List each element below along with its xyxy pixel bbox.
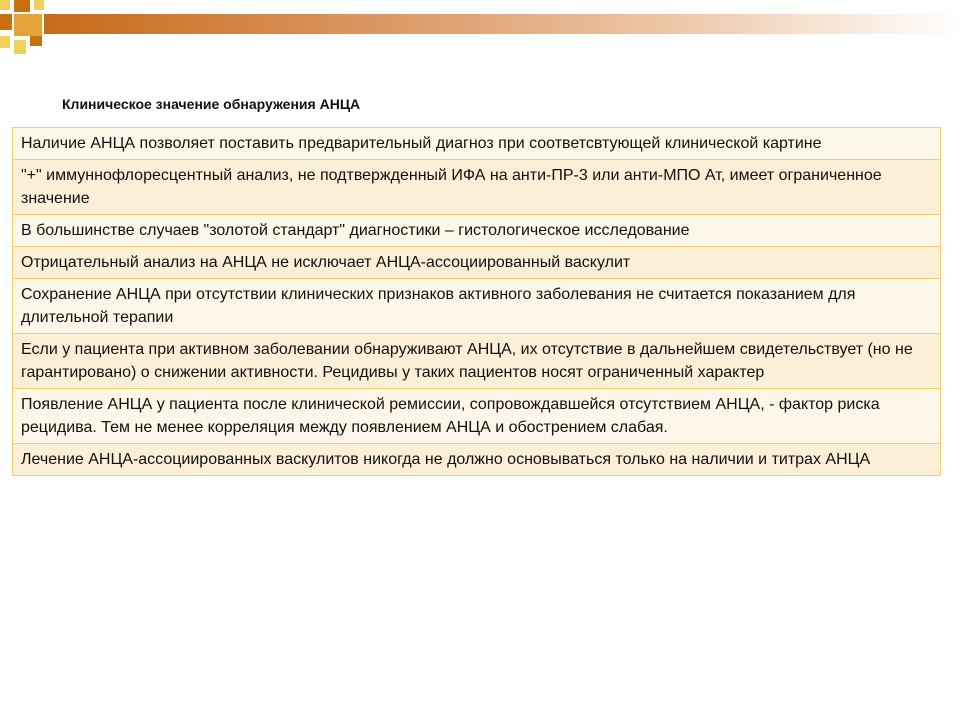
statements-table [12,127,941,476]
table-cell: Сохранение АНЦА при отсутствии клинических признаков активного заболевания не считается показанием для длительной терапии [13,279,941,334]
table-cell: В большинстве случаев "золотой стандарт" диагностики – гистологическое исследование [13,215,941,247]
table-cell: Наличие АНЦА позволяет поставить предварительный диагноз при соответсвтующей клинической картине [13,128,941,160]
table-row [13,389,941,444]
decor-square [34,0,44,10]
table-cell: Если у пациента при активном заболевании обнаруживают АНЦА, их отсутствие в дальнейшем свидетельствует (но не гарантировано) о снижении активности. Рецидивы у таких пациентов носят ограниченный характер [13,334,941,389]
table-cell: "+" иммуннофлоресцентный анализ, не подтвержденный ИФА на анти-ПР-3 или анти-МПО Ат, имеет ограниченное значение [13,160,941,215]
table-row [13,279,941,334]
table-row [13,128,941,160]
table-cell: Появление АНЦА у пациента после клинической ремиссии, сопровождавшейся отсутствием АНЦА, - фактор риска рецидива. Тем не менее корреляция между появлением АНЦА и обострением слабая. [13,389,941,444]
table-cell: Отрицательный анализ на АНЦА не исключает АНЦА-ассоциированный васкулит [13,247,941,279]
decor-square [30,36,42,46]
table-row [13,334,941,389]
header-gradient-band [44,14,960,34]
table-row [13,444,941,476]
decor-square [0,0,10,10]
decor-square [0,14,12,30]
decor-square [14,40,26,54]
table-row [13,247,941,279]
table-cell: Лечение АНЦА-ассоциированных васкулитов никогда не должно основываться только на наличии и титрах АНЦА [13,444,941,476]
slide-title: Клиническое значение обнаружения АНЦА [62,96,361,112]
decor-square [14,0,30,12]
decor-square [0,36,10,48]
table-row [13,160,941,215]
decor-square [14,14,42,36]
table-row [13,215,941,247]
